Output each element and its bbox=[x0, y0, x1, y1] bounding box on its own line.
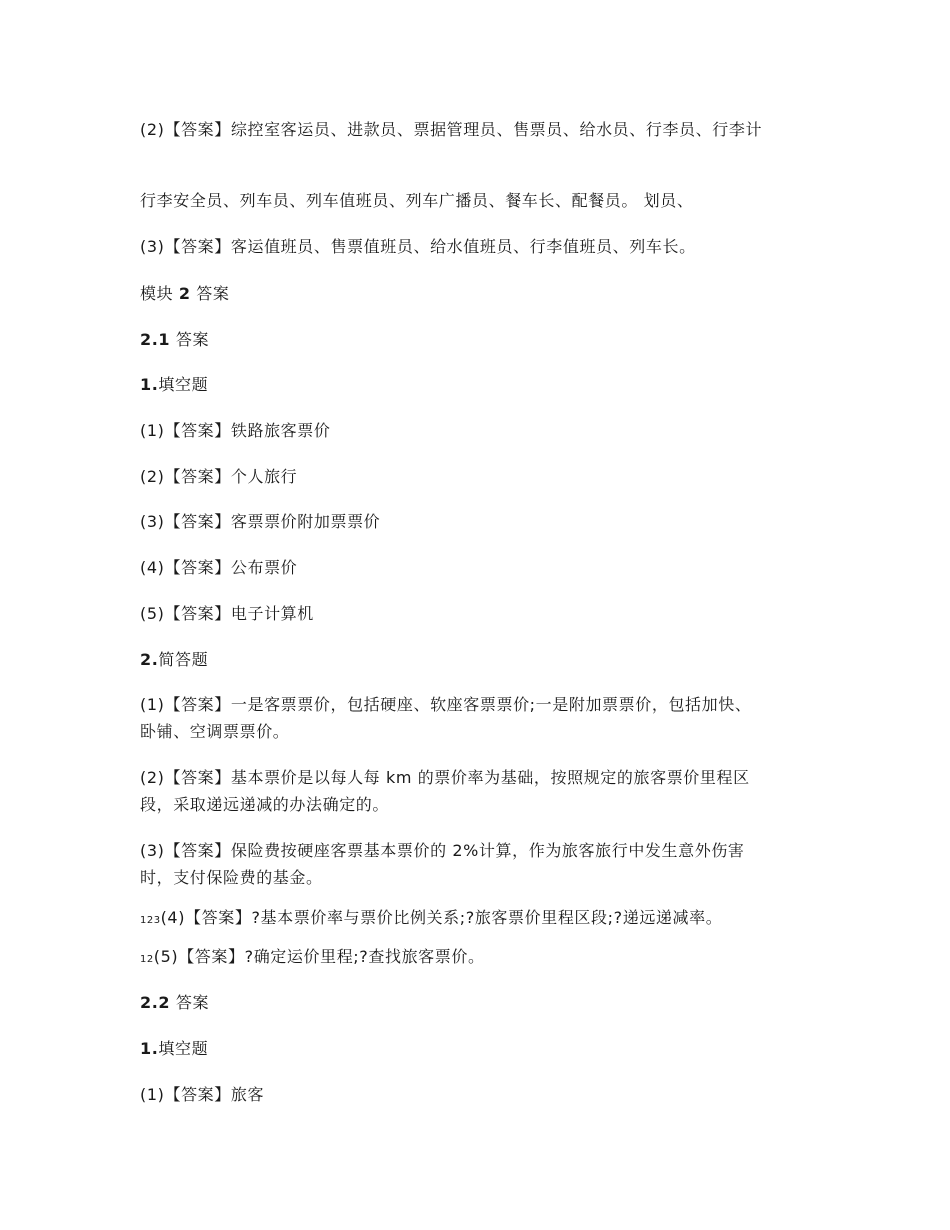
heading-text: 答案 bbox=[170, 330, 210, 349]
marker-digits: 123 bbox=[140, 915, 161, 926]
heading-number: 2.1 bbox=[140, 330, 171, 349]
answer-line bbox=[140, 944, 810, 973]
heading-text: 简答题 bbox=[158, 650, 209, 669]
subsection-heading bbox=[140, 327, 810, 353]
heading-suffix: 答案 bbox=[190, 284, 230, 303]
text-line: (2)【答案】综控室客运员、进款员、票据管理员、售票员、给水员、行李员、行李计 bbox=[140, 120, 763, 139]
marker-digits: 12 bbox=[140, 954, 154, 965]
answer-line bbox=[140, 905, 810, 934]
answer-paragraph bbox=[140, 117, 810, 143]
heading-number: 1. bbox=[140, 375, 159, 394]
answer-line-continued: 段，采取递远递减的办法确定的。 bbox=[140, 795, 390, 814]
heading-text: 填空题 bbox=[158, 1039, 209, 1058]
answer-text: (5)【答案】?确定运价里程;?查找旅客票价。 bbox=[153, 947, 485, 966]
question-type-heading bbox=[140, 372, 810, 398]
heading-number: 2.2 bbox=[140, 993, 171, 1012]
question-type-heading bbox=[140, 647, 810, 673]
question-type-heading bbox=[140, 1036, 810, 1062]
section-heading bbox=[140, 281, 810, 307]
answer-line: (1)【答案】一是客票票价，包括硬座、软座客票票价;一是附加票票价，包括加快、 bbox=[140, 695, 752, 714]
heading-text: 填空题 bbox=[158, 375, 209, 394]
answer-line: (2)【答案】基本票价是以每人每 km 的票价率为基础，按照规定的旅客票价里程区 bbox=[140, 768, 750, 787]
answer-line: (4)【答案】公布票价 bbox=[140, 558, 298, 577]
answer-line: (3)【答案】保险费按硬座客票基本票价的 2%计算，作为旅客旅行中发生意外伤害 bbox=[140, 841, 745, 860]
answer-line-continued: 时，支付保险费的基金。 bbox=[140, 868, 323, 887]
heading-prefix: 模块 bbox=[140, 284, 179, 303]
subsection-heading bbox=[140, 990, 810, 1016]
answer-line-continued: 卧铺、空调票票价。 bbox=[140, 722, 290, 741]
answer-line: (1)【答案】旅客 bbox=[140, 1085, 265, 1104]
text-line: 行李安全员、列车员、列车值班员、列车广播员、餐车长、配餐员。 划员、 bbox=[140, 191, 694, 210]
answer-line: (5)【答案】电子计算机 bbox=[140, 604, 314, 623]
answer-line: (1)【答案】铁路旅客票价 bbox=[140, 421, 331, 440]
heading-number: 2. bbox=[140, 650, 159, 669]
heading-number: 1. bbox=[140, 1039, 159, 1058]
answer-text: (4)【答案】?基本票价率与票价比例关系;?旅客票价里程区段;?递远递减率。 bbox=[160, 908, 723, 927]
answer-line: (2)【答案】个人旅行 bbox=[140, 467, 298, 486]
heading-text: 答案 bbox=[170, 993, 210, 1012]
text-line: (3)【答案】客运值班员、售票值班员、给水值班员、行李值班员、列车长。 bbox=[140, 237, 696, 256]
answer-line: (3)【答案】客票票价附加票票价 bbox=[140, 512, 381, 531]
heading-number: 2 bbox=[178, 284, 191, 303]
